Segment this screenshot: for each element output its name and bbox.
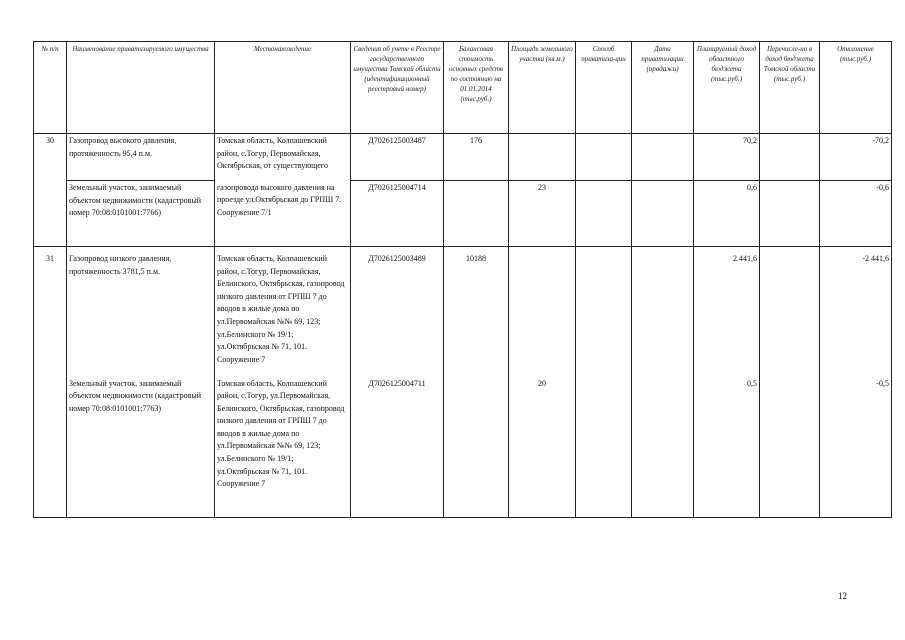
- row-balance: [444, 377, 509, 518]
- row-date: [632, 134, 694, 181]
- row-method: [576, 181, 632, 247]
- row-deviation: -70,2: [820, 134, 892, 181]
- row-balance: 176: [444, 134, 509, 181]
- row-planned: 0,6: [694, 181, 760, 247]
- row-planned: 2 441,6: [694, 247, 760, 377]
- header-name: Наименование приватизируемого имущества: [67, 42, 215, 134]
- row-registry: Д7026125004714: [351, 181, 444, 247]
- row-registry: Д7026125003487: [351, 134, 444, 181]
- row-num: [34, 181, 67, 247]
- row-location: Томская область, Колпашевский район, с.Тогур, ул.Первомайская, Белинского, Октябрьская, газопровод низкого давления от ГРПШ 7 до вводов в жилые дома по ул.Первомайская №№ 69, 123; ул.Белинского № 19/1; ул.Октябрьская № 71, 101. Сооружение 7: [215, 377, 351, 518]
- row-balance: [444, 181, 509, 247]
- row-name: Газопровод высокого давления, протяженность 95,4 п.м.: [67, 134, 215, 181]
- row-location: газопровода высокого давления на проезде ул.Октябрьская до ГРПШ 7. Сооружение 7/1: [215, 181, 351, 247]
- row-registry: Д7026125004711: [351, 377, 444, 518]
- table-row: [34, 377, 892, 518]
- header-planned: Планируемый доход областного бюджета (тыс.руб.): [694, 42, 760, 134]
- header-method: Способ приватиза-ции: [576, 42, 632, 134]
- header-location: Местонахождение: [215, 42, 351, 134]
- row-registry: Д7026125003489: [351, 247, 444, 377]
- row-date: [632, 247, 694, 377]
- row-deviation: -2 441,6: [820, 247, 892, 377]
- row-method: [576, 134, 632, 181]
- privatization-table: [33, 41, 892, 518]
- row-name: Газопровод низкого давления, протяженность 3781,5 п.м.: [67, 247, 215, 377]
- header-registry: Сведения об учете в Реестре государственного имущества Томской области (идентификационный реестровый номер): [351, 42, 444, 134]
- row-location: Томская область, Колпашевский район, с.Тогур, Первомайская, Октябрьская, от существующего: [215, 134, 351, 181]
- row-location: Томская область, Колпашевский район, с.Тогур, Первомайская, Белинского, Октябрьская, газопровод низкого давления от ГРПШ 7 до вводов в жилые дома по ул.Первомайская №№ 69, 123; ул.Белинского № 19/1; ул.Октябрьская № 71, 101. Сооружение 7: [215, 247, 351, 377]
- row-planned: 70,2: [694, 134, 760, 181]
- header-num: № п/п: [34, 42, 67, 134]
- row-transferred: [760, 247, 820, 377]
- header-row: [34, 42, 892, 134]
- row-transferred: [760, 377, 820, 518]
- row-num: 30: [34, 134, 67, 181]
- row-method: [576, 377, 632, 518]
- row-deviation: -0,5: [820, 377, 892, 518]
- row-date: [632, 181, 694, 247]
- row-date: [632, 377, 694, 518]
- header-transferred: Перечисле-но в доход бюджета Томской области (тыс.руб.): [760, 42, 820, 134]
- page-number: 12: [838, 591, 847, 601]
- row-name: Земельный участок, занимаемый объектом недвижимости (кадастровый номер 70:08:0101001:7763): [67, 377, 215, 518]
- row-area: [509, 134, 576, 181]
- row-area: [509, 247, 576, 377]
- header-date: Дата приватизации (продажи): [632, 42, 694, 134]
- row-area: 20: [509, 377, 576, 518]
- header-balance: Балансовая стоимость основных средств по состоянию на 01.01.2014 (тыс.руб.): [444, 42, 509, 134]
- table-row: [34, 247, 892, 377]
- row-method: [576, 247, 632, 377]
- header-area: Площадь земельного участка (кв.м.): [509, 42, 576, 134]
- row-planned: 0,5: [694, 377, 760, 518]
- row-deviation: -0,6: [820, 181, 892, 247]
- row-balance: 10188: [444, 247, 509, 377]
- row-area: 23: [509, 181, 576, 247]
- row-num: 31: [34, 247, 67, 377]
- table-row: [34, 181, 892, 247]
- row-num: [34, 377, 67, 518]
- row-transferred: [760, 134, 820, 181]
- row-transferred: [760, 181, 820, 247]
- table-row: [34, 134, 892, 181]
- header-deviation: Отклонение (тыс.руб.): [820, 42, 892, 134]
- row-name: Земельный участок, занимаемый объектом недвижимости (кадастровый номер 70:08:0101001:7766): [67, 181, 215, 247]
